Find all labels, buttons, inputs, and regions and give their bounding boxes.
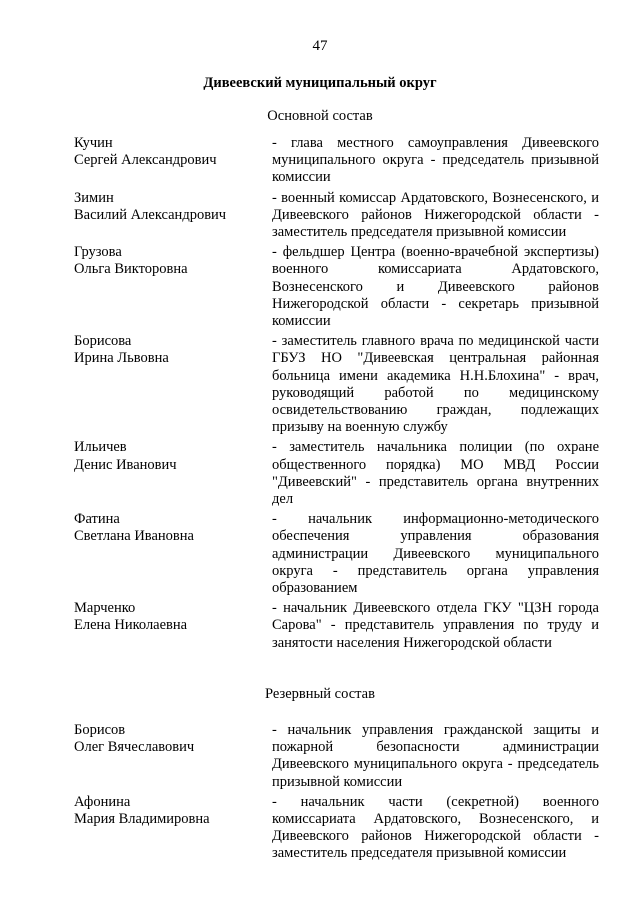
member-row: [0, 600, 640, 652]
member-last-name: Грузова: [74, 244, 122, 261]
member-role: - начальник Дивеевского отдела ГКУ "ЦЗН города Сарова" - представитель управления по труду и занятости населения Нижегородской области: [272, 600, 599, 651]
member-first-names: Мария Владимировна: [74, 811, 210, 828]
member-first-names: Ольга Викторовна: [74, 261, 188, 278]
member-row: [0, 794, 640, 863]
member-row: [0, 511, 640, 597]
member-first-names: Ирина Львовна: [74, 350, 169, 367]
reserve-members-list: [0, 722, 640, 866]
member-last-name: Фатина: [74, 511, 120, 528]
main-members-list: [0, 135, 640, 655]
member-role: - глава местного самоуправления Дивеевского муниципального округа - председатель призывной комиссии: [272, 135, 599, 186]
member-first-names: Олег Вячеславович: [74, 739, 195, 756]
main-section-heading: Основной состав: [267, 108, 373, 124]
member-role: - заместитель главного врача по медицинской части ГБУЗ НО "Дивеевская центральная районная больница имени академика Н.Н.Блохина" - врач, руководящий работой по медицинскому освидетельствованию граждан, подлежащих призыву на военную службу: [272, 333, 599, 436]
member-name: [0, 439, 272, 508]
member-row: [0, 190, 640, 242]
member-role: - заместитель начальника полиции (по охране общественного порядка) МО МВД России "Дивеевский" - представитель органа внутренних дел: [272, 439, 599, 508]
reserve-section-heading: Резервный состав: [265, 686, 375, 702]
member-role: - начальник управления гражданской защиты и пожарной безопасности администрации Дивеевского муниципального округа - председатель призывной комиссии: [272, 722, 599, 790]
member-role: - военный комиссар Ардатовского, Вознесенского, и Дивеевского районов Нижегородской области - заместитель председателя призывной комиссии: [272, 189, 599, 241]
member-role: - фельдшер Центра (военно-врачебной экспертизы) военного комиссариата Ардатовского, Вознесенского и Дивеевского районов Нижегородской области - секретарь призывной комиссии: [272, 244, 599, 330]
member-last-name: Борисов: [74, 722, 126, 738]
member-first-names: Сергей Александрович: [74, 152, 217, 169]
member-row: [0, 333, 640, 436]
member-last-name: Кучин: [74, 135, 113, 151]
member-row: [0, 135, 640, 187]
member-first-names: Елена Николаевна: [74, 617, 188, 634]
document-title: Дивеевский муниципальный округ: [203, 75, 437, 91]
member-name: [0, 511, 272, 597]
member-last-name: Ильичев: [74, 439, 127, 456]
member-name: [0, 722, 272, 791]
member-role: - начальник части (секретной) военного комиссариата Ардатовского, Вознесенского, и Дивеевского районов Нижегородской области - заместитель председателя призывной комиссии: [272, 793, 599, 862]
member-last-name: Марченко: [74, 600, 136, 617]
member-name: [0, 244, 272, 330]
member-first-names: Василий Александрович: [74, 206, 227, 223]
member-name: [0, 600, 272, 652]
page-number: 47: [312, 38, 328, 54]
member-role: - начальник информационно-методического обеспечения управления образования администрации Дивеевского муниципального округа - представитель органа управления образованием: [272, 511, 599, 597]
member-row: [0, 439, 640, 508]
member-last-name: Афонина: [74, 793, 131, 810]
member-name: [0, 794, 272, 863]
member-first-names: Светлана Ивановна: [74, 528, 194, 545]
member-first-names: Денис Иванович: [74, 456, 177, 473]
member-last-name: Борисова: [74, 333, 132, 350]
member-row: [0, 722, 640, 791]
member-name: [0, 190, 272, 242]
member-name: [0, 135, 272, 187]
member-row: [0, 244, 640, 330]
member-name: [0, 333, 272, 436]
member-last-name: Зимин: [74, 189, 114, 206]
